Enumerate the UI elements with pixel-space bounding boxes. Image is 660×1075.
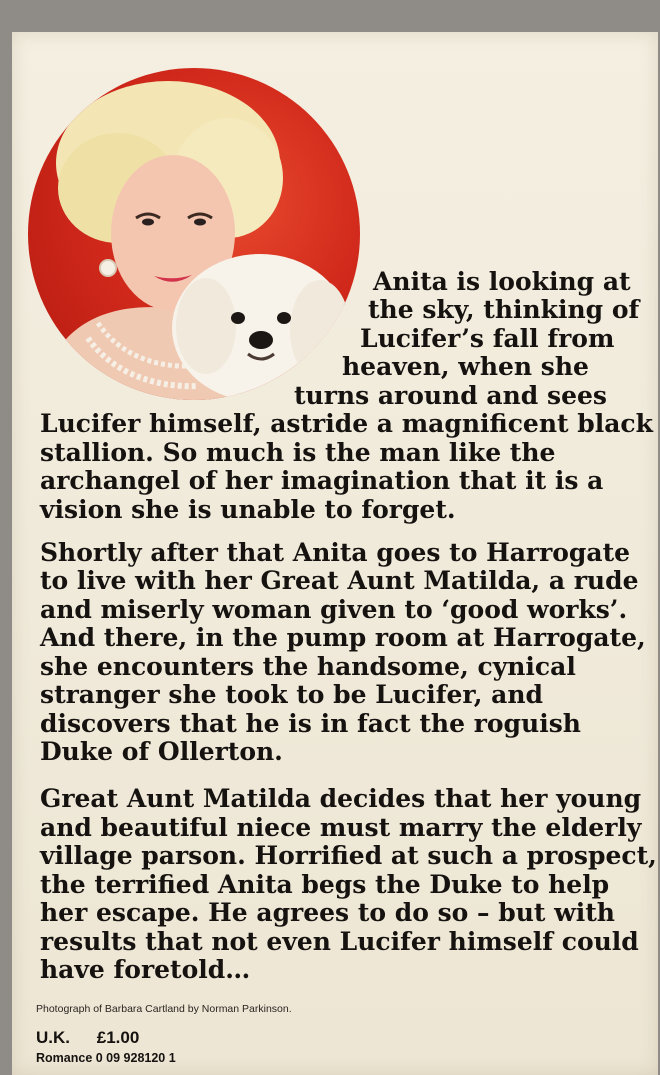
blurb-line: heaven, when she [342, 352, 589, 381]
blurb-line: to live with her Great Aunt Matilda, a rude [40, 566, 639, 595]
photo-credit: Photograph of Barbara Cartland by Norman Parkinson. [36, 1003, 292, 1015]
price-amount: £1.00 [96, 1028, 140, 1047]
blurb-line: Lucifer himself, astride a magnificent black [40, 409, 653, 438]
blurb-line: she encounters the handsome, cynical [40, 652, 576, 681]
blurb-line: have foretold… [40, 955, 251, 984]
blurb-line: turns around and sees [294, 381, 607, 410]
blurb-line: and miserly woman given to ‘good works’. [40, 595, 628, 624]
author-photo [28, 68, 360, 400]
blurb-line: Shortly after that Anita goes to Harrogate [40, 538, 631, 567]
blurb-line: stranger she took to be Lucifer, and [40, 680, 543, 709]
blurb-line: And there, in the pump room at Harrogate, [40, 623, 646, 652]
blurb-line: Anita is looking at [373, 267, 631, 296]
blurb-line: archangel of her imagination that it is a [40, 466, 604, 495]
author-portrait-with-dog-icon [28, 68, 360, 400]
blurb-line: village parson. Horrified at such a prospect, [40, 841, 657, 870]
blurb-line: vision she is unable to forget. [40, 495, 456, 524]
blurb-line: Great Aunt Matilda decides that her young [40, 784, 642, 813]
price-region: U.K. [36, 1028, 70, 1047]
price-line [36, 1028, 139, 1048]
blurb-line: the terrified Anita begs the Duke to help [40, 870, 610, 899]
back-cover [12, 32, 658, 1075]
blurb-line: the sky, thinking of [368, 295, 640, 324]
blurb-line: results that not even Lucifer himself could [40, 927, 639, 956]
isbn-line: Romance 0 09 928120 1 [36, 1051, 176, 1065]
blurb-line: Lucifer’s fall from [360, 324, 615, 353]
blurb-line: stallion. So much is the man like the [40, 438, 556, 467]
blurb-line: Duke of Ollerton. [40, 737, 283, 766]
blurb-line: and beautiful niece must marry the elderly [40, 813, 642, 842]
blurb-line: discovers that he is in fact the roguish [40, 709, 581, 738]
blurb-line: her escape. He agrees to do so – but with [40, 898, 615, 927]
